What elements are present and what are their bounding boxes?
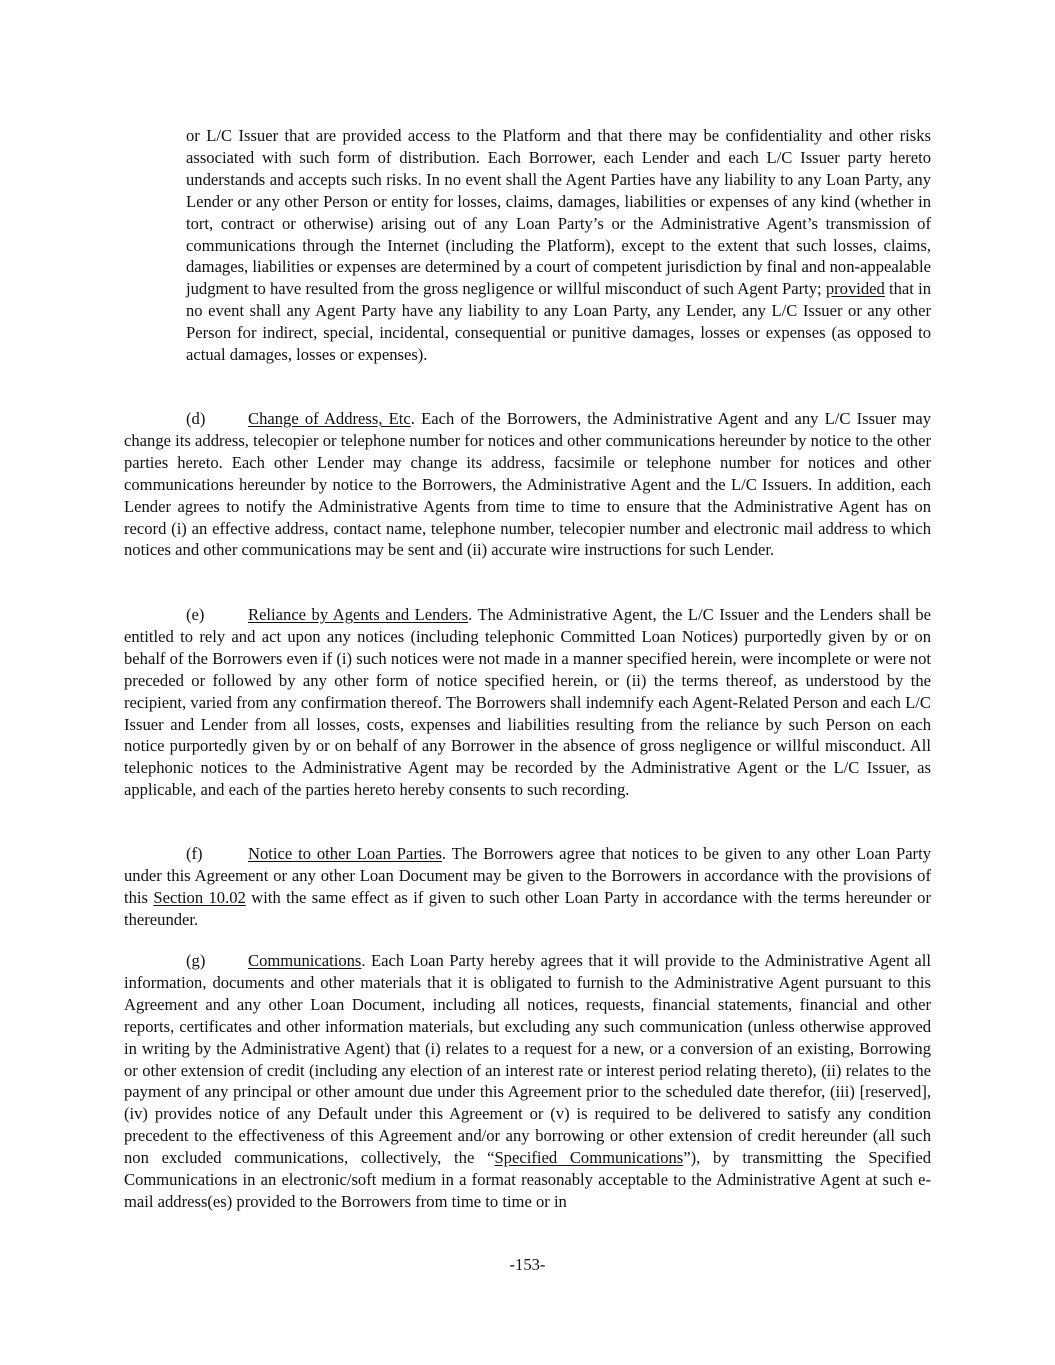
paragraph-g-text-2: ”), by transmitting the Specified Communications in an electronic/soft medium in a format reasonably acceptable to the Administrative Agent at such e-mail address(es) provided to the Borrowers from time to time or in xyxy=(124,1148,931,1211)
paragraph-e-label: (e) xyxy=(186,605,205,624)
section-reference: Section 10.02 xyxy=(153,887,246,907)
paragraph-e-text: . The Administrative Agent, the L/C Issuer and the Lenders shall be entitled to rely and act upon any notices (including telephonic Committed Loan Notices) purportedly given by or on behalf of the Borrowers even if (i) such notices were not made in a manner specified herein, were incomplete or were not preceded or followed by any other form of notice specified herein, or (ii) the terms thereof, as understood by the recipient, varied from any confirmation thereof. The Borrowers shall indemnify each Agent-Related Person and each L/C Issuer and Lender from all losses, costs, expenses and liabilities resulting from the reliance by such Person on each notice purportedly given by or on behalf of any Borrower in the absence of gross negligence or willful misconduct. All telephonic notices to the Administrative Agent may be recorded by the Administrative Agent or the L/C Issuer, as applicable, and each of the parties hereto hereby consents to such recording. xyxy=(124,605,931,800)
paragraph-e-heading: Reliance by Agents and Lenders xyxy=(248,605,469,624)
paragraph-d xyxy=(124,408,931,561)
paragraph-g-heading: Communications xyxy=(248,951,362,970)
paragraph-f xyxy=(124,843,931,931)
paragraph-d-label: (d) xyxy=(186,409,206,428)
specified-communications-term: Specified Communications xyxy=(494,1148,684,1168)
continuation-text-2: that in no event shall any Agent Party have any liability to any Loan Party, any Lender, any L/C Issuer or any other Person for indirect, special, incidental, consequential or punitive damages, losses or expenses (as opposed to actual damages, losses or expenses). xyxy=(186,279,931,365)
paragraph-f-label: (f) xyxy=(186,844,203,863)
paragraph-e xyxy=(124,604,931,801)
page-number: -153- xyxy=(509,1255,546,1274)
paragraph-f-heading: Notice to other Loan Parties xyxy=(248,844,442,863)
paragraph-d-heading: Change of Address, Etc xyxy=(248,409,411,428)
paragraph-d-text: . Each of the Borrowers, the Administrative Agent and any L/C Issuer may change its address, telecopier or telephone number for notices and other communications hereunder by notice to the other parties hereto. Each other Lender may change its address, facsimile or telephone number for notices and other communications hereunder by notice to the Borrowers, the Administrative Agent and the L/C Issuers. In addition, each Lender agrees to notify the Administrative Agents from time to time to ensure that the Administrative Agent has on record (i) an effective address, contact name, telephone number, telecopier number and electronic mail address to which notices and other communications may be sent and (ii) accurate wire instructions for such Lender. xyxy=(124,409,931,560)
provided-term: provided xyxy=(825,279,885,299)
paragraph-g-label: (g) xyxy=(186,951,206,970)
paragraph-f-text-1: . The Borrowers agree that notices to be given to any other Loan Party under this Agreement or any other Loan Document may be given to the Borrowers in accordance with the provisions of this xyxy=(124,844,931,907)
paragraph-f-text-2: with the same effect as if given to such other Loan Party in accordance with the terms hereunder or thereunder. xyxy=(124,887,932,929)
continuation-text-1: or L/C Issuer that are provided access to the Platform and that there may be confidentiality and other risks associated with such form of distribution. Each Borrower, each Lender and each L/C Issuer party hereto understands and accepts such risks. In no event shall the Agent Parties have any liability to any Loan Party, any Lender or any other Person or entity for losses, claims, damages, liabilities or expenses of any kind (whether in tort, contract or otherwise) arising out of any Loan Party’s or the Administrative Agent’s transmission of communications through the Internet (including the Platform), except to the extent that such losses, claims, damages, liabilities or expenses are determined by a court of competent jurisdiction by final and non-appealable judgment to have resulted from the gross negligence or willful misconduct of such Agent Party; xyxy=(186,126,931,299)
paragraph-g-text-1: . Each Loan Party hereby agrees that it will provide to the Administrative Agent all information, documents and other materials that it is obligated to furnish to the Administrative Agent pursuant to this Agreement and any other Loan Document, including all notices, requests, financial statements, financial and other reports, certificates and other information materials, but excluding any such communication (unless otherwise approved in writing by the Administrative Agent) that (i) relates to a request for a new, or a conversion of an existing, Borrowing or other extension of credit (including any election of an interest rate or interest period relating thereto), (ii) relates to the payment of any principal or other amount due under this Agreement prior to the scheduled date therefor, (iii) [reserved], (iv) provides notice of any Default under this Agreement or (v) is required to be delivered to satisfy any condition precedent to the effectiveness of this Agreement and/or any borrowing or other extension of credit hereunder (all such non excluded communications, collectively, the “ xyxy=(124,951,931,1168)
continuation-paragraph xyxy=(186,125,931,366)
paragraph-g xyxy=(124,950,931,1213)
